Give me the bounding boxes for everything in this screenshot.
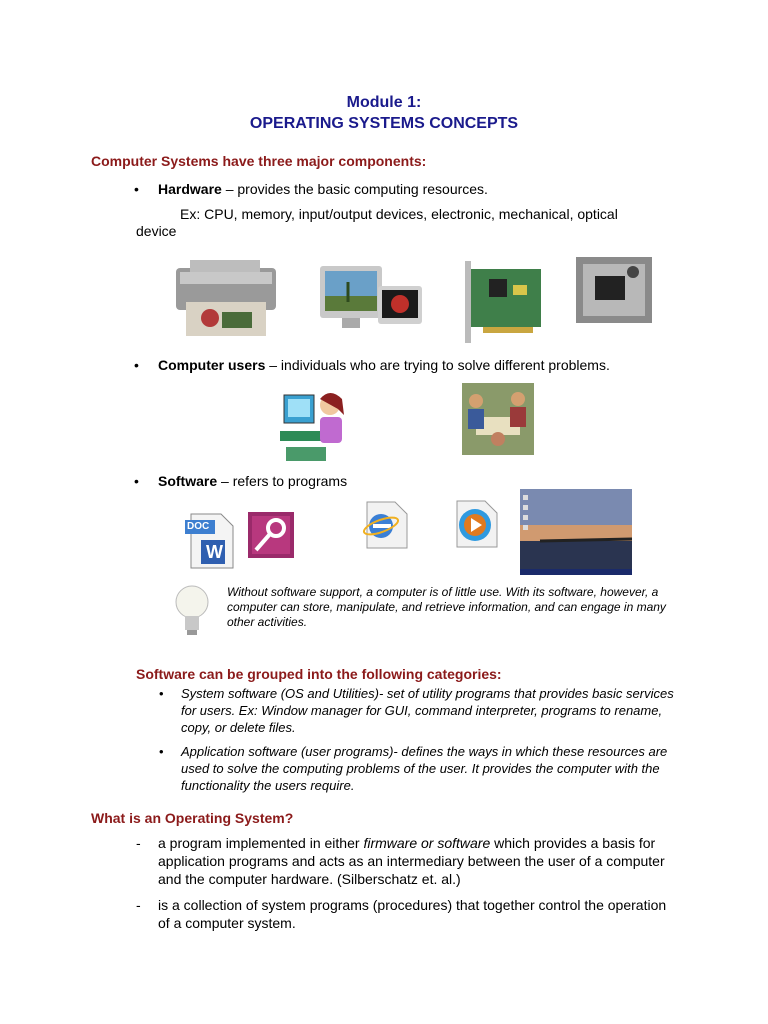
module-title: Module 1: <box>346 94 422 111</box>
page-title: OPERATING SYSTEMS CONCEPTS <box>249 115 519 132</box>
hardware-term: Hardware <box>158 181 222 197</box>
bullet-icon: • <box>134 357 139 373</box>
doc-label: DOC <box>187 521 210 532</box>
users-bullet <box>134 356 718 374</box>
software-term: Software <box>158 473 218 489</box>
software-note: Without software support, a computer is of little use. With its software, however, a computer can store, manipulate, and retrieve information, and can engage in many other activities. <box>227 585 666 629</box>
bullet-icon: • <box>134 473 139 489</box>
dash-icon: - <box>136 897 141 913</box>
software-bullet <box>134 472 718 490</box>
category-application-software: • Application software (user programs)- defines the ways in which these resources are used to solve the computing problems of the user. It provides the computer with the functionality the users require. <box>159 744 668 793</box>
desktop-screenshot-image <box>520 489 632 575</box>
lightbulb-icon <box>172 582 212 638</box>
users-desc: – individuals who are trying to solve different problems. <box>265 357 610 373</box>
software-desc: – refers to programs <box>217 473 348 489</box>
hardware-example-cont: device <box>136 223 177 239</box>
word-letter: W <box>206 542 223 562</box>
user-at-computer-image <box>280 387 354 465</box>
bullet-icon: • <box>159 686 164 701</box>
hardware-example: Ex: CPU, memory, input/output devices, electronic, mechanical, optical <box>180 206 618 222</box>
word-doc-icon <box>183 512 237 570</box>
internet-explorer-icon <box>361 500 409 550</box>
monitor-image <box>318 262 426 334</box>
network-card-image <box>459 257 545 347</box>
access-icon <box>248 512 294 558</box>
printer-image <box>170 258 282 338</box>
hardware-bullet <box>134 180 718 198</box>
category-system-software: • System software (OS and Utilities)- set of utility programs that provides basic services for users. Ex: Window manager for GUI, command interpreter, programs to rename, copy, or delete files. <box>159 686 674 735</box>
os-definition-1: - a program implemented in either firmware or software which provides a basis for application programs and acts as an intermediary between the user of a computer and the computer hardware. (Silberschatz et. al.) <box>136 835 665 887</box>
os-heading: What is an Operating System? <box>91 810 294 826</box>
media-player-icon <box>451 499 499 549</box>
dash-icon: - <box>136 835 141 851</box>
os-definition-2: - is a collection of system programs (procedures) that together control the operation of a computer system. <box>136 897 667 931</box>
categories-heading: Software can be grouped into the following categories: <box>136 666 502 682</box>
bullet-icon: • <box>134 181 139 197</box>
meeting-people-image <box>462 383 534 455</box>
components-heading: Computer Systems have three major components: <box>91 153 427 169</box>
users-term: Computer users <box>158 357 266 373</box>
hardware-desc: – provides the basic computing resources. <box>221 181 488 197</box>
bullet-icon: • <box>159 744 164 759</box>
drive-image <box>575 256 653 324</box>
